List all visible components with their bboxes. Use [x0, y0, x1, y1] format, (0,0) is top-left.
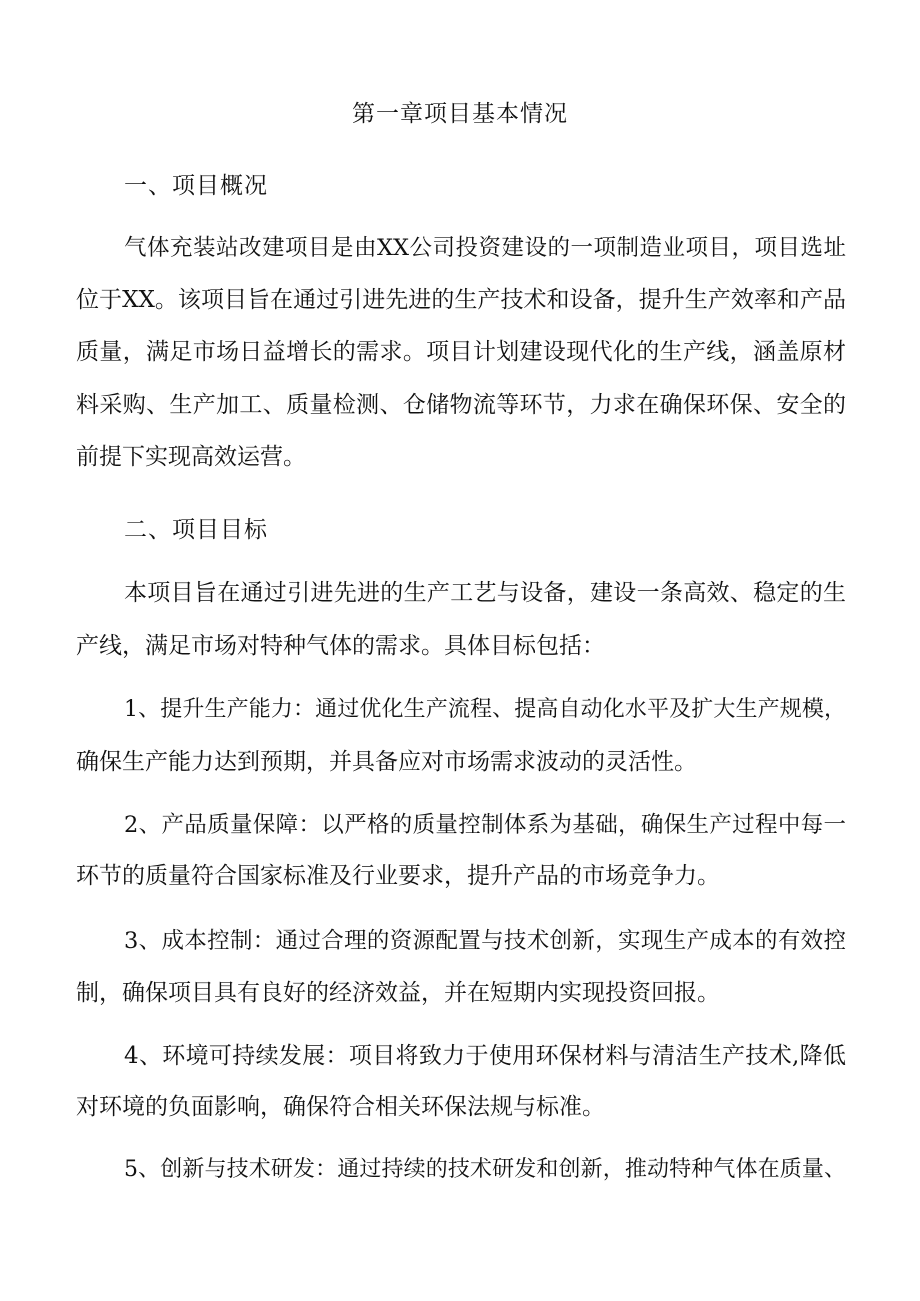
goal-item-line: 4、环境可持续发展：项目将致力于使用环保材料与清洁生产技术,降低: [124, 1043, 846, 1069]
paragraph-line: 前提下实现高效运营。: [76, 444, 306, 470]
paragraph-line: 质量，满足市场日益增长的需求。项目计划建设现代化的生产线，涵盖原材: [76, 339, 846, 365]
paragraph-line: 本项目旨在通过引进先进的生产工艺与设备，建设一条高效、稳定的生: [124, 580, 846, 606]
goal-item-line: 3、成本控制：通过合理的资源配置与技术创新，实现生产成本的有效控: [124, 928, 846, 954]
goal-item-line: 确保生产能力达到预期，并具备应对市场需求波动的灵活性。: [76, 749, 697, 775]
paragraph-line: 气体充装站改建项目是由XX公司投资建设的一项制造业项目，项目选址: [124, 235, 846, 261]
section-heading-overview: 一、项目概况: [124, 173, 268, 199]
goal-item-line: 环节的质量符合国家标准及行业要求，提升产品的市场竞争力。: [76, 863, 720, 889]
goal-item-line: 5、创新与技术研发：通过持续的技术研发和创新，推动特种气体在质量、: [124, 1157, 846, 1182]
goal-item-line: 1、提升生产能力：通过优化生产流程、提高自动化水平及扩大生产规模，: [124, 697, 846, 722]
paragraph-line: 产线，满足市场对特种气体的需求。具体目标包括：: [76, 633, 605, 659]
goal-item-line: 制，确保项目具有良好的经济效益，并在短期内实现投资回报。: [76, 980, 720, 1006]
goal-item-line: 对环境的负面影响，确保符合相关环保法规与标准。: [76, 1094, 605, 1120]
section-heading-goals: 二、项目目标: [124, 517, 268, 543]
chapter-title: 第一章项目基本情况: [352, 101, 568, 127]
goal-item-line: 2、产品质量保障：以严格的质量控制体系为基础，确保生产过程中每一: [124, 812, 846, 838]
paragraph-line: 料采购、生产加工、质量检测、仓储物流等环节，力求在确保环保、安全的: [76, 392, 846, 418]
paragraph-line: 位于XX。该项目旨在通过引进先进的生产技术和设备，提升生产效率和产品: [76, 287, 846, 313]
